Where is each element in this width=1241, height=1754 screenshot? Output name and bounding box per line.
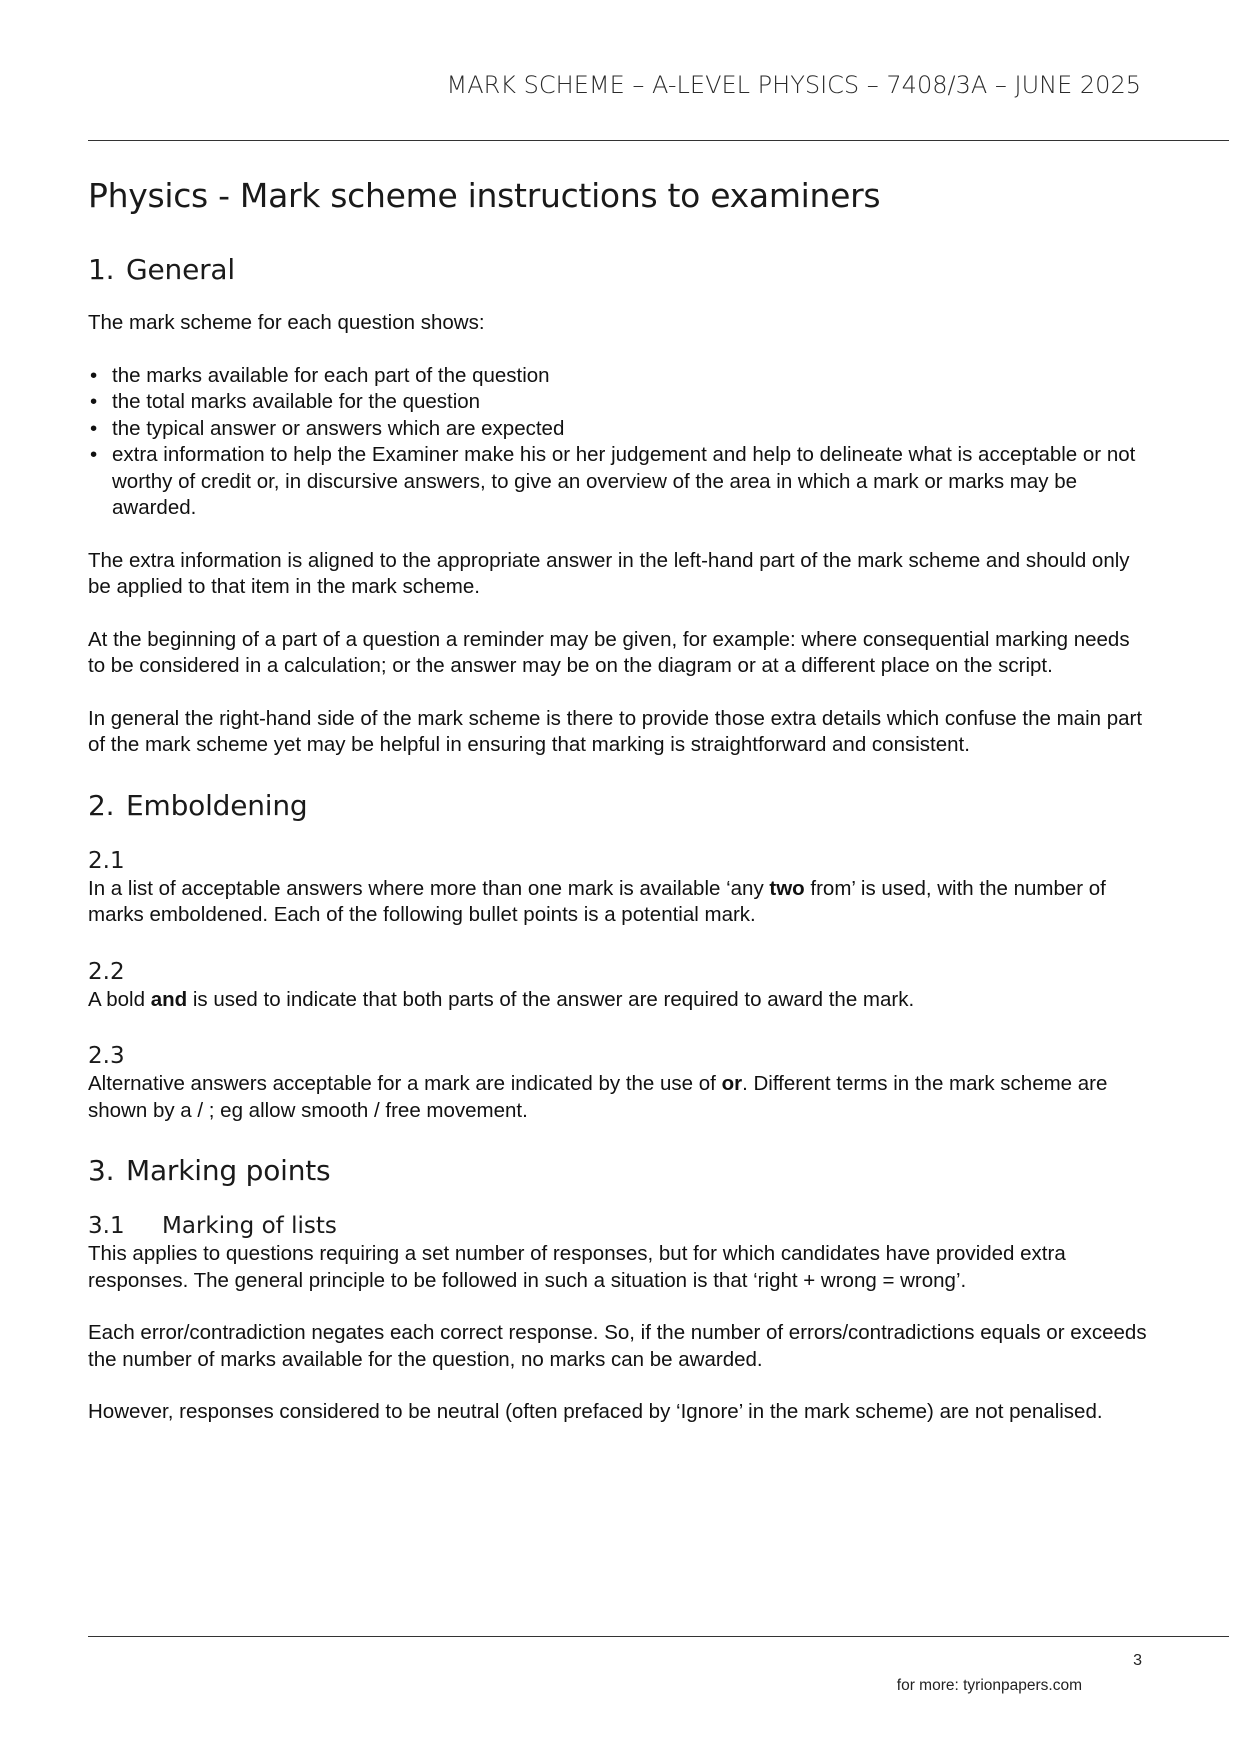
subsection-number: 2.3 (88, 1043, 125, 1069)
section-number: 3. (88, 1154, 115, 1187)
section-heading-marking-points (88, 1154, 1148, 1187)
running-header: MARK SCHEME – A-LEVEL PHYSICS – 7408/3A – JUNE 2025 (446, 71, 1141, 99)
subsection-text: A bold and is used to indicate that both parts of the answer are required to award the mark. (88, 987, 915, 1011)
header-divider (88, 140, 1229, 141)
section-heading-emboldening (88, 789, 1148, 822)
list-item-text: extra information to help the Examiner make his or her judgement and help to delineate what is acceptable or not worthy of credit or, in discursive answers, to give an overview of the area in which a mark or marks may be awarded. (112, 443, 1136, 519)
page-content (88, 176, 1148, 1456)
bullet-icon: • (90, 363, 98, 387)
list-item-text: the total marks available for the question (112, 390, 481, 413)
subsection-number: 2.1 (88, 847, 125, 874)
bullet-icon: • (90, 390, 98, 413)
subsection-number: 2.2 (88, 958, 125, 985)
section-title: Emboldening (126, 788, 308, 822)
section-emboldening (88, 789, 1148, 1125)
bold-term: or (721, 1072, 743, 1095)
subsection-number: 3.1 (88, 1213, 125, 1239)
page-number: 3 (1133, 1652, 1142, 1669)
general-paragraph: The extra information is aligned to the appropriate answer in the left-hand part of the mark scheme and should only be applied to that item in the mark scheme. (88, 548, 1130, 598)
section-general (88, 253, 1148, 759)
bold-term: and (150, 987, 188, 1011)
general-intro: The mark scheme for each question shows: (88, 311, 485, 334)
general-paragraph: In general the right-hand side of the mark scheme is there to provide those extra details which confuse the main part of the mark scheme yet may be helpful in ensuring that marking is straightforward and consistent. (88, 706, 1143, 756)
list-item (88, 442, 1148, 522)
bullet-icon: • (90, 416, 98, 440)
marking-paragraph: This applies to questions requiring a set number of responses, but for which candidates have provided extra responses. The general principle to be followed in such a situation is that ‘right + wrong = wrong’. (88, 1242, 1066, 1292)
subsection-text: Alternative answers acceptable for a mark are indicated by the use of or. Different terms in the mark scheme are shown by a / ; eg allow smooth / free movement. (88, 1072, 1108, 1122)
marking-paragraph: Each error/contradiction negates each correct response. So, if the number of errors/contradictions equals or exceeds the number of marks available for the question, no marks can be awarded. (88, 1321, 1147, 1371)
bullet-icon: • (90, 443, 98, 466)
general-bullet-list (88, 363, 1148, 522)
section-title: General (126, 253, 235, 286)
subsection-text: In a list of acceptable answers where more than one mark is available ‘any two from’ is used, with the number of marks emboldened. Each of the following bullet points is a potential mark. (88, 876, 1106, 926)
list-item (88, 363, 1148, 390)
section-number: 2. (88, 788, 115, 822)
list-item (88, 389, 1148, 416)
subsection-2-1 (88, 846, 1148, 929)
section-marking-points (88, 1154, 1148, 1426)
bold-term: two (769, 876, 805, 900)
subsection-heading-3-1 (88, 1211, 1148, 1241)
list-item-text: the marks available for each part of the question (112, 363, 550, 387)
marking-paragraph: However, responses considered to be neutral (often prefaced by ‘Ignore’ in the mark scheme) are not penalised. (88, 1400, 1103, 1423)
list-item-text: the typical answer or answers which are expected (112, 416, 565, 440)
subsection-2-2 (88, 957, 1148, 1014)
section-heading-general (88, 253, 1148, 286)
section-number: 1. (88, 253, 115, 286)
general-paragraph: At the beginning of a part of a question a reminder may be given, for example: where consequential marking needs to be considered in a calculation; or the answer may be on the diagram or at a different place on the script. (88, 627, 1130, 677)
page-title: Physics - Mark scheme instructions to examiners (88, 176, 881, 215)
section-title: Marking points (126, 1154, 331, 1187)
subsection-title: Marking of lists (162, 1213, 337, 1239)
list-item (88, 416, 1148, 443)
footer-note: for more: tyrionpapers.com (896, 1677, 1082, 1694)
subsection-2-3 (88, 1041, 1148, 1124)
footer-divider (88, 1636, 1229, 1637)
